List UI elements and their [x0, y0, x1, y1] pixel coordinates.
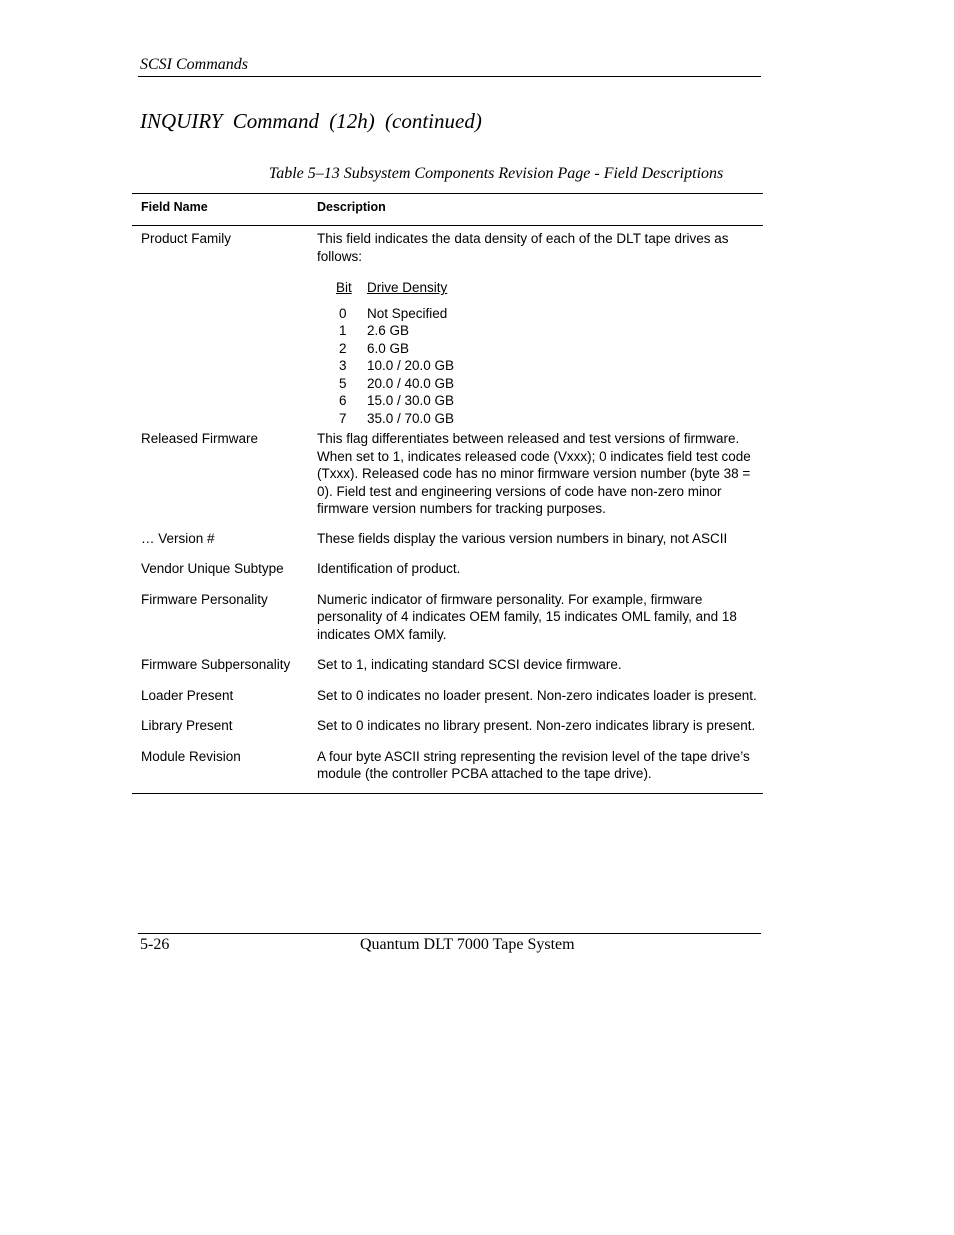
footer-rule — [138, 933, 761, 934]
book-title: Quantum DLT 7000 Tape System — [360, 936, 575, 953]
field-description: Set to 0 indicates no library present. Non-zero indicates library is present. — [317, 718, 756, 733]
density-list — [317, 305, 757, 428]
field-name: Product Family — [141, 231, 232, 246]
table-row-vendor-unique-subtype — [132, 547, 763, 578]
table-row-firmware-personality — [132, 578, 763, 644]
density-row — [317, 340, 757, 358]
bit-value: 2 — [339, 340, 347, 356]
field-description: Set to 1, indicating standard SCSI device firmware. — [317, 657, 622, 672]
table-row-version — [132, 518, 763, 548]
field-description: Identification of product. — [317, 561, 461, 576]
table-row-firmware-subpersonality — [132, 643, 763, 674]
field-name: Vendor Unique Subtype — [141, 561, 284, 576]
table-row-loader-present — [132, 674, 763, 705]
density-row — [317, 357, 757, 375]
field-name: Loader Present — [141, 687, 234, 703]
field-descriptions-table — [132, 193, 763, 794]
table-row-released-firmware — [132, 427, 763, 518]
running-head: SCSI Commands — [140, 56, 249, 73]
density-value: 20.0 / 40.0 GB — [367, 375, 455, 391]
bit-value: 0 — [339, 305, 347, 321]
density-row — [317, 392, 757, 410]
page-number: 5-26 — [140, 936, 170, 953]
field-name: Firmware Personality — [141, 591, 268, 607]
column-header-field-name: Field Name — [141, 200, 208, 214]
bit-value: 3 — [339, 358, 347, 373]
field-description: Numeric indicator of firmware personality. For example, firmware personality of 4 indicates OEM family, 15 indicates OML family, and 18 indicates OMX family. — [317, 591, 737, 642]
table-row-module-revision — [132, 735, 763, 793]
bit-value: 6 — [339, 393, 347, 408]
field-description — [317, 230, 757, 427]
density-value: 10.0 / 20.0 GB — [367, 358, 455, 373]
table-caption: Table 5–13 Subsystem Components Revision Page - Field Descriptions — [268, 165, 724, 182]
density-row — [317, 375, 757, 393]
density-value: 15.0 / 30.0 GB — [367, 393, 455, 408]
field-description: Set to 0 indicates no loader present. Non-zero indicates loader is present. — [317, 687, 757, 703]
density-value: 2.6 GB — [367, 323, 410, 338]
field-description: This flag differentiates between released and test versions of firmware. When set to 1, indicates released code (Vxxx); 0 indicates field test code (Txxx). Released code has no minor firmware version number (byte 38 = 0). Field test and engineering versions of code have non-zero minor firmware version numbers for tracking purposes. — [317, 431, 751, 516]
density-row — [317, 322, 757, 340]
bit-value: 5 — [339, 375, 347, 391]
density-value: 6.0 GB — [367, 340, 410, 356]
bit-value: 7 — [339, 410, 347, 426]
field-description: A four byte ASCII string representing the revision level of the tape drive’s module (the controller PCBA attached to the tape drive). — [317, 748, 750, 781]
description-text: This field indicates the data density of each of the DLT tape drives as follows: — [317, 231, 729, 264]
header-rule — [138, 76, 761, 77]
table-header — [132, 194, 763, 226]
density-table-header — [317, 279, 757, 297]
field-name: Firmware Subpersonality — [141, 657, 291, 672]
table-row-library-present — [132, 704, 763, 735]
field-description: These fields display the various version numbers in binary, not ASCII — [317, 530, 728, 546]
density-value: 35.0 / 70.0 GB — [367, 410, 455, 426]
bit-header: Bit — [336, 280, 352, 295]
field-name: Library Present — [141, 718, 233, 733]
field-name: … Version # — [141, 530, 215, 546]
section-title: INQUIRY Command (12h) (continued) — [140, 109, 482, 133]
density-row — [317, 305, 757, 323]
drive-density-header: Drive Density — [367, 280, 448, 295]
density-value: Not Specified — [367, 305, 448, 321]
column-header-description: Description — [317, 200, 386, 214]
field-name: Released Firmware — [141, 431, 259, 446]
bit-value: 1 — [339, 323, 347, 338]
density-row — [317, 410, 757, 428]
field-name: Module Revision — [141, 748, 241, 764]
table-row-product-family — [132, 226, 763, 427]
